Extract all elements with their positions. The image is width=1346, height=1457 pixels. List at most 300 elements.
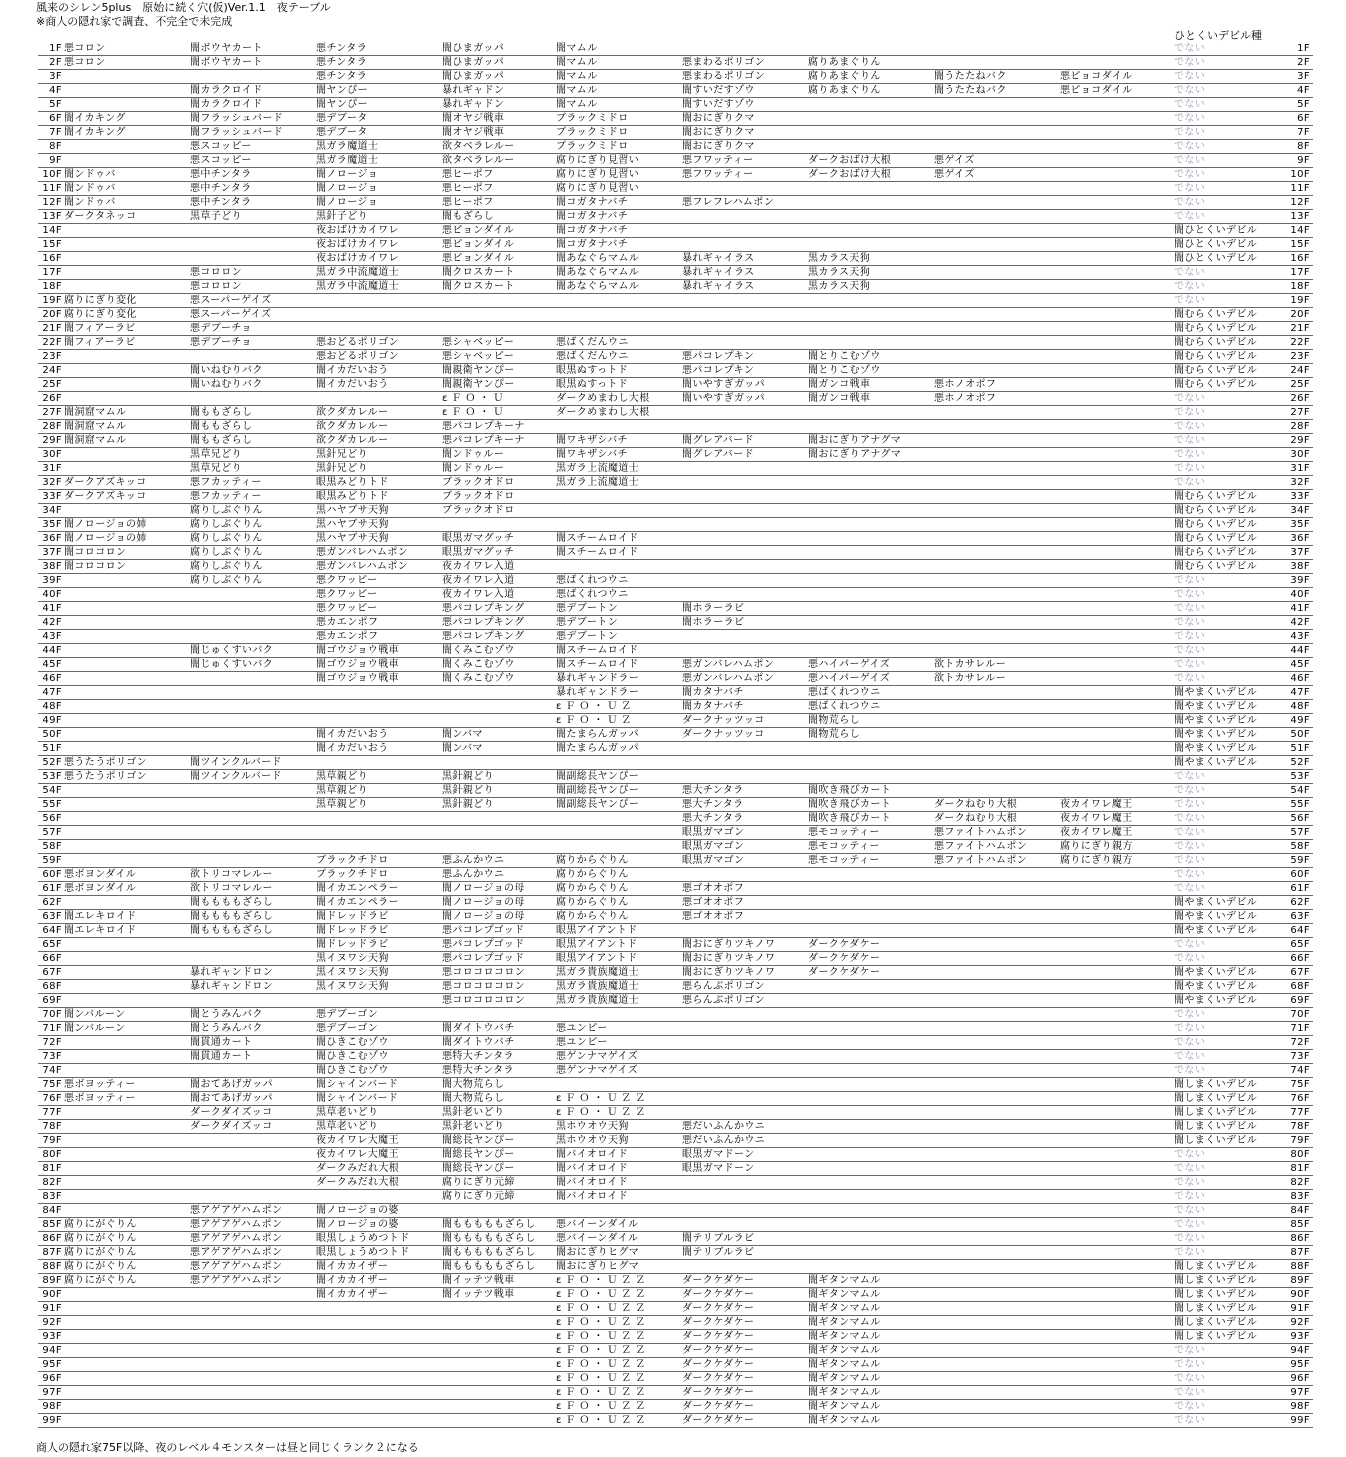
monster-cell: 闇くみこむゾウ	[442, 645, 515, 656]
floor-label-right: 68F	[1290, 981, 1310, 992]
monster-cell: ダークケダケー	[808, 939, 881, 950]
floor-label: 8F	[49, 141, 62, 152]
monster-cell: 闇ノロージョ	[316, 183, 378, 194]
monster-cell: 闇物荒らし	[808, 715, 860, 726]
devil-cell: でない	[1174, 603, 1206, 614]
monster-cell: 欲クダカレルー	[316, 435, 389, 446]
devil-cell: 闇しまくいデビル	[1174, 1275, 1258, 1286]
monster-cell: 悪フレフレハムポン	[682, 197, 775, 208]
floor-label: 92F	[42, 1317, 62, 1328]
floor-label: 63F	[42, 911, 62, 922]
floor-label: 76F	[42, 1093, 62, 1104]
devil-cell: でない	[1174, 183, 1206, 194]
monster-cell: 黒草親どり	[316, 799, 368, 810]
devil-cell: 闇しまくいデビル	[1174, 1317, 1258, 1328]
floor-label-right: 60F	[1290, 869, 1310, 880]
monster-cell: 悪おどるポリゴン	[316, 337, 399, 348]
monster-cell: 悪ゲンナマゲイズ	[556, 1065, 639, 1076]
table-row	[0, 574, 1346, 588]
monster-cell: 闇おにぎりアナグマ	[808, 435, 902, 446]
floor-label: 94F	[42, 1345, 62, 1356]
floor-label: 83F	[42, 1191, 62, 1202]
devil-cell: でない	[1174, 197, 1206, 208]
floor-label: 37F	[42, 547, 62, 558]
devil-cell: でない	[1174, 127, 1206, 138]
floor-label: 11F	[42, 183, 62, 194]
monster-cell: 闇あなぐらマムル	[556, 267, 640, 278]
monster-cell: 闇カラクロイド	[190, 85, 263, 96]
monster-cell: 悪スコッピー	[190, 141, 252, 152]
table-row	[0, 168, 1346, 182]
monster-cell: ダークケダケー	[682, 1359, 755, 1370]
table-row	[0, 672, 1346, 686]
floor-label-right: 6F	[1297, 113, 1310, 124]
monster-cell: 闇総長ヤンぴー	[442, 1149, 515, 1160]
monster-cell: 闇オヤジ戦車	[442, 127, 505, 138]
monster-cell: 夜カイワレ大魔王	[316, 1149, 399, 1160]
floor-label: 78F	[42, 1121, 62, 1132]
table-row	[0, 686, 1346, 700]
floor-label-right: 94F	[1290, 1345, 1310, 1356]
monster-cell: 闇ギタンマムル	[808, 1345, 881, 1356]
floor-label-right: 98F	[1290, 1401, 1310, 1412]
monster-cell: 夜カイワレ魔王	[1060, 813, 1133, 824]
monster-cell: 夜カイワレ大魔王	[316, 1135, 399, 1146]
floor-label-right: 5F	[1297, 99, 1310, 110]
monster-cell: 黒ガラ魔道士	[316, 141, 379, 152]
floor-label: 3F	[49, 71, 62, 82]
monster-cell: 悪らんぶポリゴン	[682, 981, 765, 992]
devil-cell: でない	[1174, 435, 1206, 446]
monster-cell: 悪中チンタラ	[190, 197, 252, 208]
table-row	[0, 266, 1346, 280]
monster-cell: 悪大チンタラ	[682, 799, 744, 810]
monster-cell: ブラックオドロ	[442, 477, 515, 488]
monster-cell: 黒ガラ中流魔道士	[316, 267, 400, 278]
floor-label-right: 55F	[1290, 799, 1310, 810]
floor-label-right: 44F	[1290, 645, 1310, 656]
floor-label-right: 16F	[1290, 253, 1310, 264]
monster-cell: 闇ンバマ	[442, 729, 483, 740]
devil-cell: 闇しまくいデビル	[1174, 1261, 1258, 1272]
floor-label: 97F	[42, 1387, 62, 1398]
devil-cell: でない	[1174, 477, 1206, 488]
devil-cell: でない	[1174, 1205, 1206, 1216]
devil-cell: でない	[1174, 71, 1206, 82]
monster-cell: ダークケダケー	[682, 1303, 755, 1314]
floor-label-right: 33F	[1290, 491, 1310, 502]
devil-cell: でない	[1174, 617, 1206, 628]
monster-cell: 悪アゲアゲハムポン	[190, 1219, 283, 1230]
monster-cell: 闇イカだいおう	[316, 365, 389, 376]
monster-cell: 悪ピョンダイル	[442, 239, 515, 250]
floor-label-right: 15F	[1290, 239, 1310, 250]
floor-label-right: 87F	[1290, 1247, 1310, 1258]
monster-cell: 闇ひまガッパ	[442, 71, 505, 82]
monster-cell: 闇吹き飛びカート	[808, 813, 892, 824]
monster-cell: 闇あなぐらマムル	[556, 253, 640, 264]
monster-cell: 悪モコッティー	[808, 855, 880, 866]
monster-cell: 暴れギャドン	[442, 85, 505, 96]
monster-cell: 闇バイオロイド	[556, 1191, 629, 1202]
monster-cell: ダークケダケー	[682, 1373, 755, 1384]
monster-cell: 悪モコッティー	[808, 841, 880, 852]
monster-cell: 闇イカキング	[64, 113, 126, 124]
monster-cell: 闇副総長ヤンぴー	[556, 799, 640, 810]
monster-cell: 悪ガンバレハムポン	[316, 561, 409, 572]
monster-cell: 腐りにがぐりん	[64, 1261, 137, 1272]
monster-cell: 悪パコレプゴッド	[442, 953, 525, 964]
floor-label: 12F	[42, 197, 62, 208]
table-row	[0, 1106, 1346, 1120]
floor-label: 47F	[42, 687, 62, 698]
table-row	[0, 980, 1346, 994]
monster-cell: 眼黒ガマグッチ	[442, 533, 515, 544]
devil-cell: 闇やまくいデビル	[1174, 715, 1258, 726]
monster-cell: 悪ヒーポフ	[442, 197, 494, 208]
monster-cell: 悪まわるポリゴン	[682, 71, 765, 82]
monster-cell: 悪パコレプキング	[442, 617, 525, 628]
monster-cell: 暴れギャイラス	[682, 253, 755, 264]
monster-cell: 眼黒アイアントド	[556, 953, 638, 964]
monster-cell: 腐りしぶぐりん	[190, 561, 263, 572]
floor-label: 98F	[42, 1401, 62, 1412]
monster-cell: ε Ｆ Ｏ ・ Ｕ Ｚ Ｚ	[556, 1317, 646, 1328]
monster-cell: 闇ノロージョの婆	[316, 1205, 399, 1216]
floor-label: 9F	[49, 155, 62, 166]
floor-label: 46F	[42, 673, 62, 684]
monster-cell: 闇貫通カート	[190, 1037, 253, 1048]
monster-cell: 悪ばくだんウニ	[556, 351, 629, 362]
monster-cell: 闇ギタンマムル	[808, 1387, 881, 1398]
floor-label-right: 83F	[1290, 1191, 1310, 1202]
monster-cell: 悪ふんかウニ	[442, 855, 505, 866]
monster-cell: 夜カイワレ入道	[442, 561, 515, 572]
table-row	[0, 1288, 1346, 1302]
monster-cell: 悪ヒーポフ	[442, 169, 494, 180]
monster-cell: 黒針親どり	[442, 785, 494, 796]
devil-cell: でない	[1174, 953, 1206, 964]
floor-label-right: 47F	[1290, 687, 1310, 698]
monster-cell: 闇おてあげガッパ	[190, 1093, 273, 1104]
monster-cell: 黒針兄どり	[316, 449, 368, 460]
monster-cell: 悪フカッティー	[190, 477, 262, 488]
devil-cell: 闇ひとくいデビル	[1174, 225, 1258, 236]
monster-cell: 黒ガラ貴族魔道士	[556, 967, 640, 978]
monster-cell: 悪パコレプキン	[682, 351, 755, 362]
devil-cell: でない	[1174, 449, 1206, 460]
devil-cell: でない	[1174, 855, 1206, 866]
table-row	[0, 924, 1346, 938]
monster-cell: 悪パコレプゴッド	[442, 925, 525, 936]
monster-cell: 闇すいだすゾウ	[682, 99, 755, 110]
devil-cell: でない	[1174, 1149, 1206, 1160]
monster-cell: 闇ンバマ	[442, 743, 483, 754]
floor-label-right: 91F	[1290, 1303, 1310, 1314]
floor-label: 43F	[42, 631, 62, 642]
floor-label: 39F	[42, 575, 62, 586]
devil-cell: 闇やまくいデビル	[1174, 911, 1258, 922]
devil-cell: でない	[1174, 869, 1206, 880]
monster-cell: 闇親衛ヤンぴー	[442, 379, 515, 390]
monster-cell: 悪特大チンタラ	[442, 1065, 514, 1076]
monster-cell: 闇グレアバード	[682, 449, 754, 460]
floor-label-right: 4F	[1297, 85, 1310, 96]
monster-cell: 黒草子どり	[190, 211, 242, 222]
floor-label-right: 18F	[1290, 281, 1310, 292]
monster-cell: 闇スチームロイド	[556, 533, 639, 544]
table-row	[0, 42, 1346, 56]
table-row	[0, 350, 1346, 364]
monster-cell: 悪デブートン	[556, 603, 619, 614]
table-row	[0, 938, 1346, 952]
monster-cell: 闇コガタナバチ	[556, 225, 629, 236]
monster-cell: ダークアズキッコ	[64, 491, 147, 502]
monster-cell: 闇副総長ヤンぴー	[556, 771, 640, 782]
devil-cell: 闇むらくいデビル	[1174, 337, 1258, 348]
floor-label: 55F	[42, 799, 62, 810]
monster-cell: 悪フワッティー	[682, 155, 754, 166]
monster-cell: 悪ボヨッティー	[64, 1093, 136, 1104]
monster-cell: 闇じゅくすいバク	[190, 645, 274, 656]
devil-cell: でない	[1174, 1191, 1206, 1202]
monster-cell: 闇ンドゥバ	[64, 183, 116, 194]
table-row	[0, 742, 1346, 756]
floor-label: 23F	[42, 351, 62, 362]
table-row	[0, 1218, 1346, 1232]
monster-cell: 闇イカキング	[64, 127, 126, 138]
table-row	[0, 854, 1346, 868]
monster-cell: 腐りにぎり見習い	[556, 155, 640, 166]
devil-cell: でない	[1174, 659, 1206, 670]
monster-cell: 闇いやすぎガッパ	[682, 379, 765, 390]
floor-label-right: 43F	[1290, 631, 1310, 642]
monster-cell: 腐りしぶぐりん	[190, 505, 263, 516]
monster-cell: 悪アゲアゲハムポン	[190, 1275, 283, 1286]
devil-cell: 闇むらくいデビル	[1174, 351, 1258, 362]
monster-cell: ブラックミドロ	[556, 141, 629, 152]
floor-label-right: 99F	[1290, 1415, 1310, 1426]
floor-label-right: 78F	[1290, 1121, 1310, 1132]
devil-cell: でない	[1174, 99, 1206, 110]
floor-label: 20F	[42, 309, 62, 320]
table-row	[0, 910, 1346, 924]
monster-cell: 闇イカだいおう	[316, 743, 389, 754]
floor-label: 61F	[42, 883, 62, 894]
floor-label: 74F	[42, 1065, 62, 1076]
table-row	[0, 1092, 1346, 1106]
floor-label-right: 58F	[1290, 841, 1310, 852]
floor-label: 21F	[42, 323, 62, 334]
table-row	[0, 700, 1346, 714]
floor-label: 32F	[42, 477, 62, 488]
floor-label-right: 8F	[1297, 141, 1310, 152]
floor-label-right: 84F	[1290, 1205, 1310, 1216]
table-row	[0, 462, 1346, 476]
floor-label-right: 92F	[1290, 1317, 1310, 1328]
table-row	[0, 1302, 1346, 1316]
floor-label-right: 95F	[1290, 1359, 1310, 1370]
table-row	[0, 448, 1346, 462]
monster-cell: 腐りにがぐりん	[64, 1247, 137, 1258]
monster-cell: 悪コロン	[64, 57, 106, 68]
devil-cell: 闇むらくいデビル	[1174, 365, 1258, 376]
devil-cell: 闇しまくいデビル	[1174, 1289, 1258, 1300]
monster-cell: 闇シャインバード	[316, 1093, 399, 1104]
monster-cell: 闇たまらんガッパ	[556, 729, 639, 740]
floor-label: 84F	[42, 1205, 62, 1216]
monster-cell: ε Ｆ Ｏ ・ Ｕ Ｚ Ｚ	[556, 1107, 646, 1118]
devil-cell: でない	[1174, 295, 1206, 306]
monster-cell: 闇カラクロイド	[190, 99, 263, 110]
monster-cell: 悪デブーチョ	[190, 323, 252, 334]
floor-label: 45F	[42, 659, 62, 670]
monster-cell: 腐りあまぐりん	[808, 85, 881, 96]
devil-cell: でない	[1174, 43, 1206, 54]
devil-cell: 闇しまくいデビル	[1174, 1135, 1258, 1146]
floor-label-right: 64F	[1290, 925, 1310, 936]
table-row	[0, 392, 1346, 406]
floor-label-right: 57F	[1290, 827, 1310, 838]
floor-label: 27F	[42, 407, 62, 418]
table-row	[0, 1316, 1346, 1330]
monster-cell: 腐りにぎり変化	[64, 295, 137, 306]
monster-cell: 悪ガンバレハムポン	[682, 659, 775, 670]
floor-label: 65F	[42, 939, 62, 950]
monster-cell: 悪ゲンナマゲイズ	[556, 1051, 639, 1062]
monster-cell: 腐りにがぐりん	[64, 1275, 137, 1286]
floor-label-right: 56F	[1290, 813, 1310, 824]
monster-cell: 悪パコレプキン	[682, 365, 755, 376]
monster-cell: 闇ももざらし	[190, 407, 253, 418]
floor-label: 48F	[42, 701, 62, 712]
monster-cell: ダークアズキッコ	[64, 477, 147, 488]
floor-label-right: 85F	[1290, 1219, 1310, 1230]
monster-cell: 腐りにぎり親方	[1060, 841, 1133, 852]
monster-cell: 夜おばけカイワレ	[316, 225, 399, 236]
devil-cell: でない	[1174, 939, 1206, 950]
devil-cell: でない	[1174, 155, 1206, 166]
monster-cell: 闇クロスカート	[442, 267, 515, 278]
monster-cell: 腐りあまぐりん	[808, 71, 881, 82]
monster-cell: 悪ヒーポフ	[442, 183, 494, 194]
monster-cell: 闇コガタナバチ	[556, 211, 629, 222]
table-row	[0, 224, 1346, 238]
monster-cell: 闇おにぎりツキノワ	[682, 967, 776, 978]
monster-cell: 闇テリブルラビ	[682, 1247, 755, 1258]
monster-cell: 悪デブーゴン	[316, 1023, 379, 1034]
monster-cell: 悪クワッピー	[316, 589, 378, 600]
devil-cell: でない	[1174, 463, 1206, 474]
monster-cell: 闇イカカイザー	[316, 1275, 389, 1286]
monster-cell: 夜カイワレ入道	[442, 589, 515, 600]
monster-cell: 闇ンドゥバ	[64, 169, 116, 180]
floor-label: 77F	[42, 1107, 62, 1118]
devil-cell: 闇やまくいデビル	[1174, 729, 1258, 740]
table-row	[0, 840, 1346, 854]
monster-cell: 腐りあまぐりん	[808, 57, 881, 68]
monster-cell: 悪コロコロコロン	[442, 967, 526, 978]
floor-label: 66F	[42, 953, 62, 964]
devil-cell: でない	[1174, 141, 1206, 152]
floor-label-right: 32F	[1290, 477, 1310, 488]
monster-cell: 眼黒みどりトド	[316, 491, 389, 502]
table-row	[0, 756, 1346, 770]
floor-label: 99F	[42, 1415, 62, 1426]
monster-cell: 黒ハヤブサ天狗	[316, 505, 389, 516]
monster-cell: 黒草親どり	[316, 785, 368, 796]
monster-cell: 悪チンタラ	[316, 43, 368, 54]
monster-cell: 闇イカだいおう	[316, 379, 389, 390]
table-row	[0, 490, 1346, 504]
monster-cell: 闇ノロージョの姉	[64, 533, 147, 544]
monster-cell: 悪パコレプキング	[442, 631, 525, 642]
monster-cell: 悪だいふんかウニ	[682, 1121, 766, 1132]
devil-cell: 闇やまくいデビル	[1174, 757, 1258, 768]
floor-label-right: 19F	[1290, 295, 1310, 306]
monster-cell: ダークダイズッコ	[190, 1107, 273, 1118]
monster-cell: 悪デブータ	[316, 113, 368, 124]
monster-cell: 闇カタナバチ	[682, 701, 744, 712]
monster-cell: ε Ｆ Ｏ ・ Ｕ Ｚ	[556, 701, 632, 712]
devil-cell: でない	[1174, 85, 1206, 96]
monster-cell: 悪ボヨンダイル	[64, 883, 137, 894]
monster-cell: 腐りしぶぐりん	[190, 519, 263, 530]
floor-label: 67F	[42, 967, 62, 978]
monster-cell: 悪ゴオオポフ	[682, 883, 745, 894]
monster-cell: 闇いねむりバク	[190, 365, 263, 376]
monster-cell: ダークケダケー	[808, 953, 881, 964]
page-title: 風来のシレン5plus 原始に続く穴(仮)Ver.1.1 夜テーブル	[36, 1, 331, 14]
monster-cell: 闇ギタンマムル	[808, 1373, 881, 1384]
monster-cell: 闇ゴウジョウ戦車	[316, 645, 399, 656]
devil-cell: 闇やまくいデビル	[1174, 995, 1258, 1006]
monster-cell: 暴れギャンドラー	[556, 673, 640, 684]
monster-cell: 腐りしぶぐりん	[190, 533, 263, 544]
floor-label-right: 71F	[1290, 1023, 1310, 1034]
monster-cell: ε Ｆ Ｏ ・ Ｕ Ｚ Ｚ	[556, 1303, 646, 1314]
monster-cell: 悪大チンタラ	[682, 813, 744, 824]
floor-label: 59F	[42, 855, 62, 866]
monster-cell: 欲クダカレルー	[316, 421, 389, 432]
devil-cell: でない	[1174, 211, 1206, 222]
monster-cell: ダークナッツッコ	[682, 729, 765, 740]
floor-label: 1F	[49, 43, 62, 54]
monster-cell: 黒カラス天狗	[808, 281, 871, 292]
table-row	[0, 826, 1346, 840]
monster-cell: 闇ももざらし	[190, 435, 253, 446]
floor-label-right: 70F	[1290, 1009, 1310, 1020]
floor-label-right: 28F	[1290, 421, 1310, 432]
floor-label-right: 93F	[1290, 1331, 1310, 1342]
floor-label: 71F	[42, 1023, 62, 1034]
monster-cell: ε Ｆ Ｏ ・ Ｕ Ｚ Ｚ	[556, 1345, 646, 1356]
monster-cell: 夜おばけカイワレ	[316, 239, 399, 250]
monster-cell: ブラックチドロ	[316, 855, 389, 866]
table-row	[0, 1162, 1346, 1176]
table-row	[0, 1386, 1346, 1400]
monster-cell: 黒針親どり	[442, 799, 494, 810]
night-table	[0, 42, 1346, 1428]
monster-cell: 腐りにぎり見習い	[556, 183, 640, 194]
floor-label-right: 22F	[1290, 337, 1310, 348]
monster-cell: ダークケダケー	[682, 1289, 755, 1300]
table-row	[0, 868, 1346, 882]
monster-cell: 黒針老いどり	[442, 1121, 505, 1132]
devil-cell: 闇やまくいデビル	[1174, 701, 1258, 712]
table-row	[0, 1400, 1346, 1414]
monster-cell: 眼黒アイアントド	[556, 939, 638, 950]
